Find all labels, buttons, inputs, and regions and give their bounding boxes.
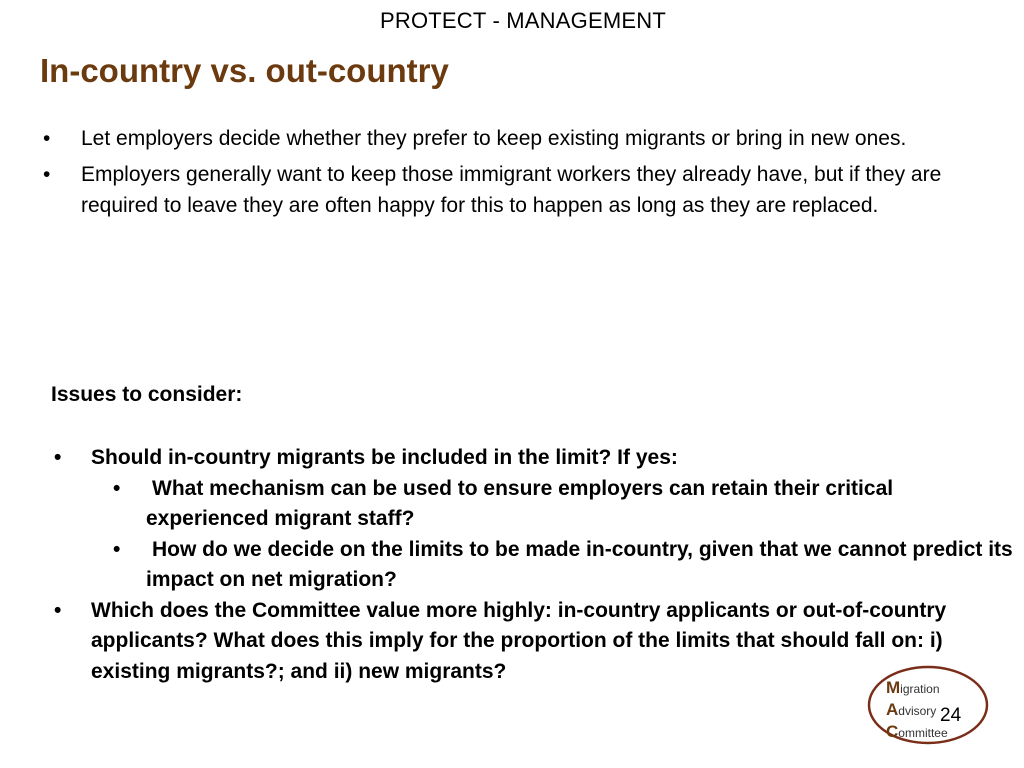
bullet-symbol: • — [43, 163, 51, 186]
bullet-text: Let employers decide whether they prefer to keep existing migrants or bring in new ones. — [81, 127, 907, 150]
bullet-symbol: • — [113, 537, 121, 561]
issues-list — [51, 443, 1013, 687]
slide-header: PROTECT - MANAGEMENT — [380, 8, 666, 33]
logo-rest: ommittee — [898, 726, 948, 740]
issue-text: Which does the Committee value more highly: in-country applicants or out-of-country applicants? What does this imply for the proportion of the limits that should fall on: i) existing migrants?; and ii) new migrants? — [91, 598, 947, 683]
logo-line-advisory — [886, 700, 936, 720]
bullet-item — [40, 159, 980, 221]
issue-subitem-text: What mechanism can be used to ensure employers can retain their critical experienced migrant staff? — [146, 476, 894, 530]
issue-subitem — [51, 474, 1013, 535]
mac-logo — [866, 664, 990, 746]
bullet-symbol: • — [54, 598, 62, 622]
logo-line-migration — [886, 678, 940, 698]
bullet-symbol: • — [54, 446, 62, 469]
issue-text: Should in-country migrants be included in the limit? If yes: — [91, 446, 678, 469]
page-number: 24 — [940, 705, 962, 726]
bullet-symbol: • — [113, 476, 121, 500]
issue-item — [51, 443, 1013, 474]
slide-title: In-country vs. out-country — [40, 52, 449, 89]
main-bullet-list — [40, 123, 980, 226]
issue-subitem-text: How do we decide on the limits to be made in-country, given that we cannot predict its impact on net migration? — [146, 537, 1013, 591]
logo-cap: C — [886, 722, 899, 741]
logo-rest: dvisory — [898, 704, 937, 718]
logo-cap: A — [886, 700, 899, 719]
bullet-text: Employers generally want to keep those immigrant workers they already have, but if they are required to leave they are often happy for this to happen as long as they are replaced. — [81, 163, 942, 217]
logo-rest: igration — [900, 682, 940, 696]
issues-heading: Issues to consider: — [51, 383, 243, 406]
bullet-item — [40, 123, 980, 154]
issue-subitem — [51, 535, 1013, 596]
logo-cap: M — [886, 678, 901, 697]
logo-line-committee — [886, 722, 948, 742]
bullet-symbol: • — [43, 127, 51, 150]
